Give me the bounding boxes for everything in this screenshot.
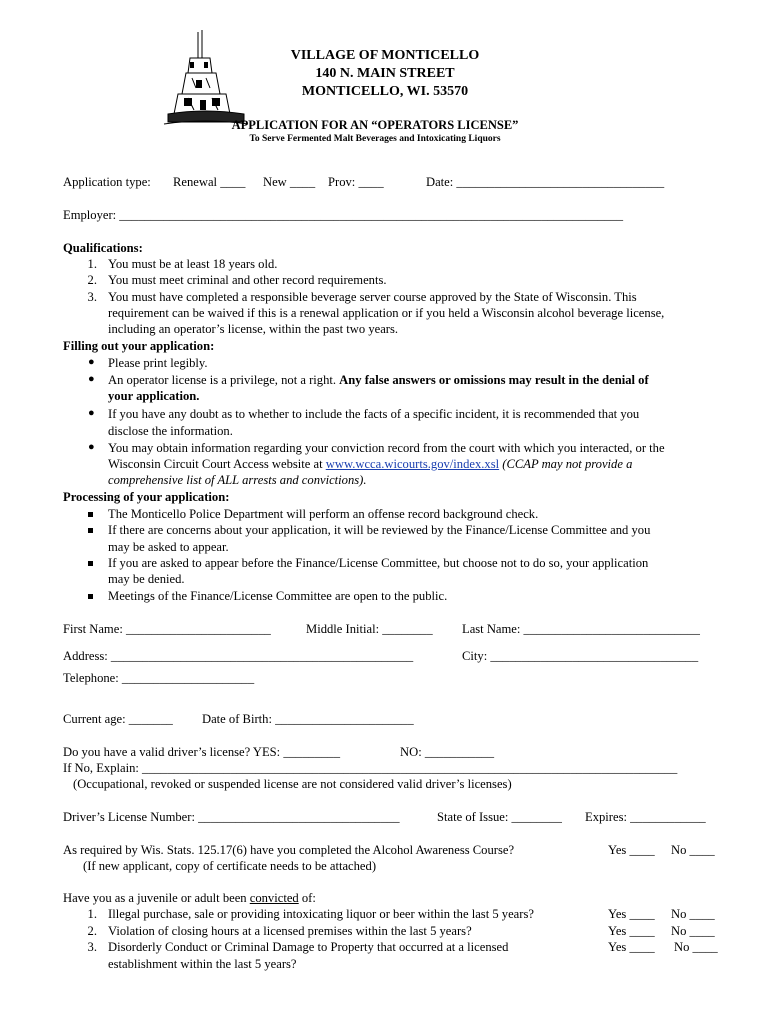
conviction-item: Violation of closing hours at a licensed premises within the last 5 years? [108, 924, 472, 938]
city-field[interactable]: City: _________________________________ [462, 649, 699, 663]
square-bullet-icon [88, 528, 93, 533]
explain-field[interactable]: If No, Explain: _____________________________________________________________________________________ [63, 761, 678, 775]
form-subtitle: To Serve Fermented Malt Beverages and Intoxicating Liquors [249, 134, 501, 144]
convicted-question: Have you as a juvenile or adult been convicted of: [63, 891, 316, 905]
list-item: If there are concerns about your application, it will be reviewed by the Finance/License Committee and you [108, 523, 651, 537]
first-name-field[interactable]: First Name: _______________________ [63, 622, 271, 636]
conviction-2-yes[interactable]: Yes ____ [608, 924, 655, 938]
current-age-field[interactable]: Current age: _______ [63, 712, 173, 726]
filling-heading: Filling out your application: [63, 339, 215, 353]
list-number: 3. [87, 290, 97, 304]
drivers-license-no-field[interactable]: NO: ___________ [400, 745, 495, 759]
conviction-2-no[interactable]: No ____ [671, 924, 715, 938]
conviction-item: Illegal purchase, sale or providing intoxicating liquor or beer within the last 5 years? [108, 907, 534, 921]
ccap-note-cont: comprehensive list of ALL arrests and convictions). [108, 473, 367, 487]
bullet-icon: ● [88, 373, 95, 385]
license-note: (Occupational, revoked or suspended license are not considered valid driver’s licenses) [73, 777, 512, 791]
ccap-text: Wisconsin Circuit Court Access website at [108, 457, 326, 471]
middle-initial-field[interactable]: Middle Initial: ________ [306, 622, 433, 636]
privilege-text: An operator license is a privilege, not a right. [108, 373, 340, 387]
org-city: MONTICELLO, WI. 53570 [301, 84, 469, 99]
alcohol-course-yes[interactable]: Yes ____ [608, 843, 655, 857]
list-number: 2. [87, 273, 97, 287]
list-item: You must have completed a responsible beverage server course approved by the State of Wisconsin. This [108, 290, 637, 304]
list-item: Meetings of the Finance/License Committee are open to the public. [108, 589, 448, 603]
qualifications-heading: Qualifications: [63, 241, 143, 255]
application-type-label: Application type: [63, 175, 151, 189]
prov-field[interactable]: Prov: ____ [328, 175, 384, 189]
list-number: 1. [87, 257, 97, 271]
bullet-icon: ● [88, 441, 95, 453]
last-name-field[interactable]: Last Name: ____________________________ [462, 622, 700, 636]
warning-text-cont: your application. [108, 389, 200, 403]
employer-field[interactable]: Employer: ________________________________________________________________________________ [63, 208, 624, 222]
square-bullet-icon [88, 512, 93, 517]
bullet-icon: ● [88, 356, 95, 368]
list-item-cont [108, 457, 632, 472]
list-item: The Monticello Police Department will perform an offense record background check. [108, 507, 539, 521]
list-item-cont: may be denied. [108, 572, 185, 586]
list-number: 3. [87, 940, 97, 954]
list-item-cont: disclose the information. [108, 424, 233, 438]
processing-heading: Processing of your application: [63, 490, 230, 504]
conviction-3-yes[interactable]: Yes ____ [608, 940, 655, 954]
list-number: 1. [87, 907, 97, 921]
alcohol-course-no[interactable]: No ____ [671, 843, 715, 857]
drivers-license-yes-field[interactable]: Do you have a valid driver’s license? YES: _________ [63, 745, 341, 759]
list-item: If you are asked to appear before the Finance/License Committee, but choose not to do so, your application [108, 556, 649, 570]
ccap-note: (CCAP may not provide a [499, 457, 633, 471]
list-item: You must meet criminal and other record requirements. [108, 273, 387, 287]
state-of-issue-field[interactable]: State of Issue: ________ [437, 810, 562, 824]
square-bullet-icon [88, 561, 93, 566]
drivers-license-number-field[interactable]: Driver’s License Number: ________________________________ [63, 810, 400, 824]
square-bullet-icon [88, 594, 93, 599]
list-item-cont: may be asked to appear. [108, 540, 229, 554]
list-item-cont: requirement can be waived if this is a renewal application or if you held a Wisconsin alcohol beverage license, [108, 306, 665, 320]
list-number: 2. [87, 924, 97, 938]
new-field[interactable]: New ____ [263, 175, 316, 189]
wcca-link[interactable]: www.wcca.wicourts.gov/index.xsl [325, 457, 500, 471]
org-name: VILLAGE OF MONTICELLO [290, 48, 480, 63]
conviction-3-no[interactable]: No ____ [674, 940, 718, 954]
alcohol-course-question: As required by Wis. Stats. 125.17(6) have you completed the Alcohol Awareness Course? [63, 843, 515, 857]
list-item: If you have any doubt as to whether to include the facts of a specific incident, it is recommended that you [108, 407, 640, 421]
conviction-1-yes[interactable]: Yes ____ [608, 907, 655, 921]
conviction-item: Disorderly Conduct or Criminal Damage to Property that occurred at a licensed [108, 940, 509, 954]
list-item: You may obtain information regarding your conviction record from the court with which you interacted, or the [108, 441, 665, 455]
list-item [108, 373, 649, 388]
renewal-field[interactable]: Renewal ____ [173, 175, 246, 189]
bullet-icon: ● [88, 407, 95, 419]
conviction-item-cont: establishment within the last 5 years? [108, 957, 297, 971]
date-of-birth-field[interactable]: Date of Birth: ______________________ [202, 712, 414, 726]
alcohol-course-note: (If new applicant, copy of certificate needs to be attached) [83, 859, 377, 873]
org-street: 140 N. MAIN STREET [315, 66, 455, 81]
date-field[interactable]: Date: _________________________________ [426, 175, 665, 189]
address-field[interactable]: Address: ________________________________________________ [63, 649, 414, 663]
list-item: Please print legibly. [108, 356, 208, 370]
warning-text: Any false answers or omissions may result in the denial of [339, 373, 649, 387]
list-item: You must be at least 18 years old. [108, 257, 278, 271]
expires-field[interactable]: Expires: ____________ [585, 810, 706, 824]
conviction-1-no[interactable]: No ____ [671, 907, 715, 921]
list-item-cont: including an operator’s license, within the past two years. [108, 322, 399, 336]
telephone-field[interactable]: Telephone: _____________________ [63, 671, 255, 685]
convicted-word: convicted [249, 891, 299, 905]
form-title: APPLICATION FOR AN “OPERATORS LICENSE” [231, 118, 519, 132]
